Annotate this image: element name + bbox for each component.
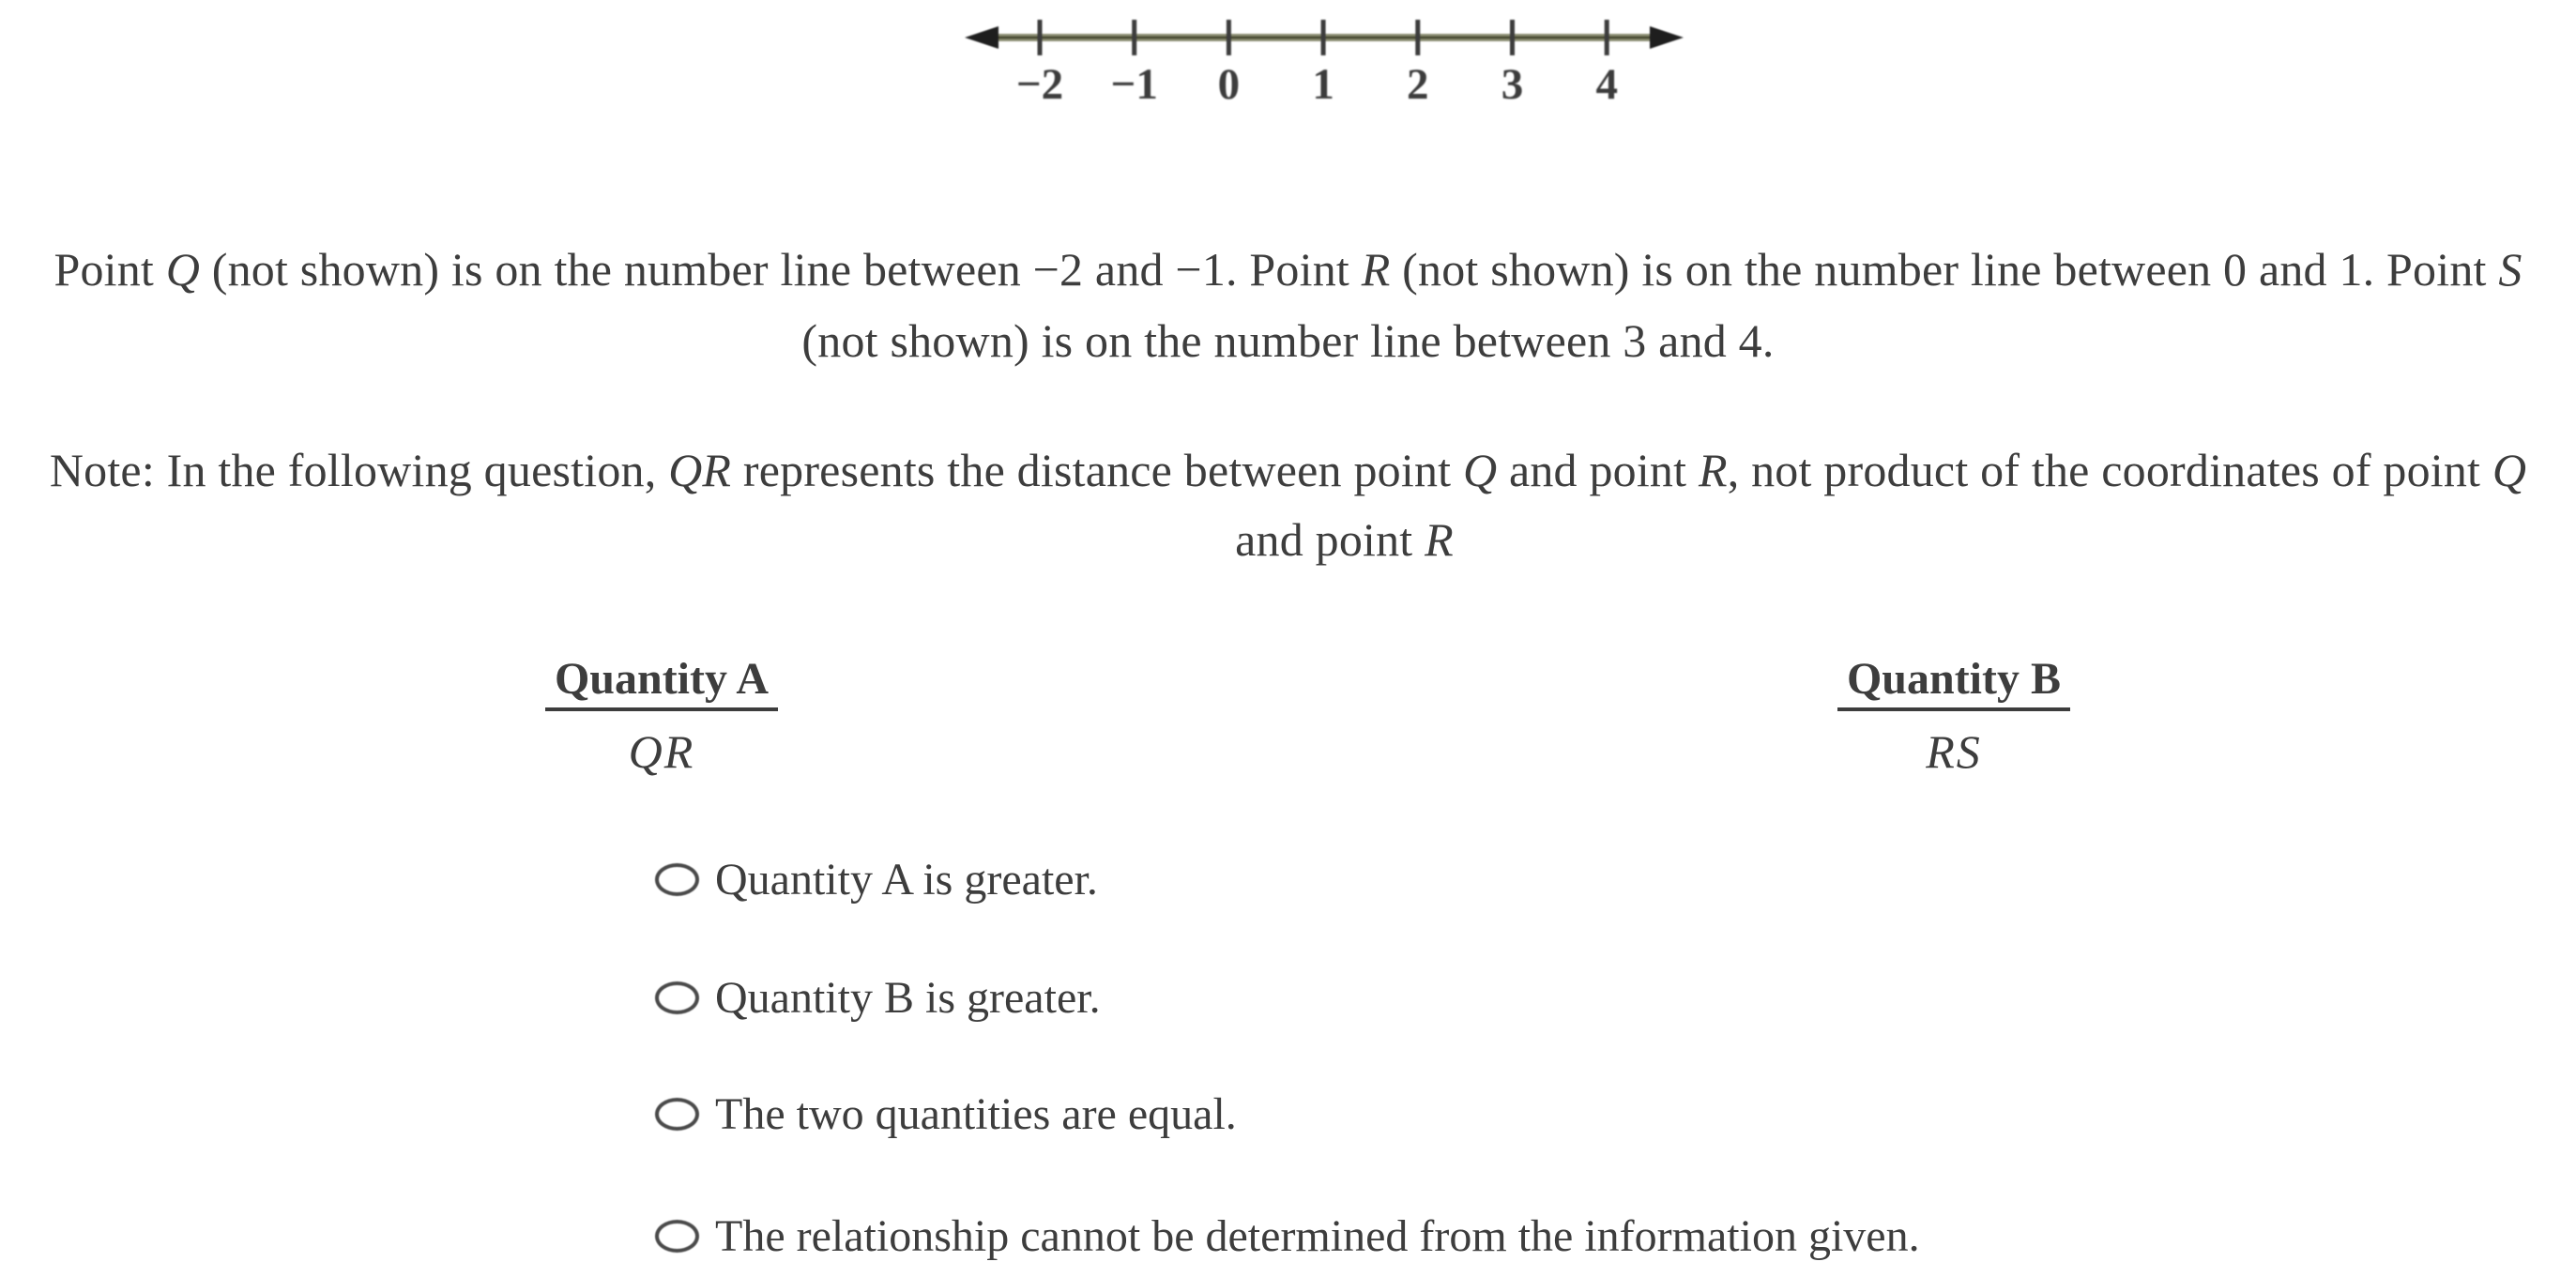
text-run: , not product of the coordinates of point [1727, 444, 2492, 496]
quantity-a-header: Quantity A [545, 653, 778, 711]
quantity-b-value: RS [1926, 725, 1982, 778]
text-run: Note: In the following question, [49, 444, 669, 496]
number-line-svg [963, 2, 1685, 107]
numberline-tick-label: 0 [1217, 60, 1241, 107]
text-run: S [2498, 243, 2523, 296]
text-run: and point [1497, 444, 1699, 496]
numberline-tick-label: −1 [1110, 60, 1158, 107]
radio-button-icon[interactable] [655, 981, 699, 1014]
text-run: (not shown) is on the number line between 0 and 1. Point [1390, 243, 2499, 296]
radio-button-icon[interactable] [655, 1220, 699, 1253]
radio-button-icon[interactable] [655, 1098, 699, 1131]
question-note-line1 [0, 443, 2576, 497]
radio-button-icon[interactable] [655, 863, 699, 896]
numberline-tick-label: 1 [1312, 60, 1334, 107]
answer-choice-c[interactable] [655, 1087, 1237, 1141]
text-run: QR [668, 444, 732, 496]
text-run: Q [1462, 444, 1498, 496]
text-run: represents the distance between point [731, 444, 1463, 496]
answer-choice-a[interactable] [655, 852, 1098, 906]
number-line-figure [963, 2, 1685, 107]
numberline-tick-label: −2 [1015, 60, 1064, 107]
text-run: and point [1235, 513, 1425, 566]
text-run: Q [2492, 444, 2527, 496]
question-note-line2 [56, 512, 2576, 567]
right-arrow-icon [1650, 26, 1684, 49]
numberline-tick-label: 2 [1407, 60, 1429, 107]
text-run: (not shown) is on the number line between 3 and 4. [801, 314, 1775, 367]
quantity-a-column [446, 653, 877, 779]
answer-choice-b[interactable] [655, 970, 1101, 1025]
quantity-b-column [1738, 653, 2170, 779]
quantity-a-value: QR [628, 725, 695, 778]
numberline-tick-label: 3 [1501, 60, 1524, 107]
text-run: R [1425, 513, 1454, 566]
text-run: (not shown) is on the number line between −2 and −1. Point [200, 243, 1362, 296]
text-run: Point [53, 243, 166, 296]
answer-choice-c-label[interactable]: The two quantities are equal. [715, 1088, 1237, 1139]
numberline-tick-label: 4 [1595, 60, 1618, 107]
text-run: R [1361, 243, 1391, 296]
answer-choice-d[interactable] [655, 1209, 1920, 1263]
text-run: Q [165, 243, 201, 296]
answer-choice-a-label[interactable]: Quantity A is greater. [715, 854, 1098, 905]
answer-choice-d-label[interactable]: The relationship cannot be determined from the information given. [715, 1210, 1920, 1261]
answer-choice-b-label[interactable]: Quantity B is greater. [715, 972, 1101, 1023]
quantity-b-header: Quantity B [1837, 653, 2070, 711]
text-run: R [1698, 444, 1728, 496]
question-statement-line2 [0, 313, 2576, 368]
question-statement-line1 [0, 242, 2576, 296]
left-arrow-icon [965, 26, 998, 49]
